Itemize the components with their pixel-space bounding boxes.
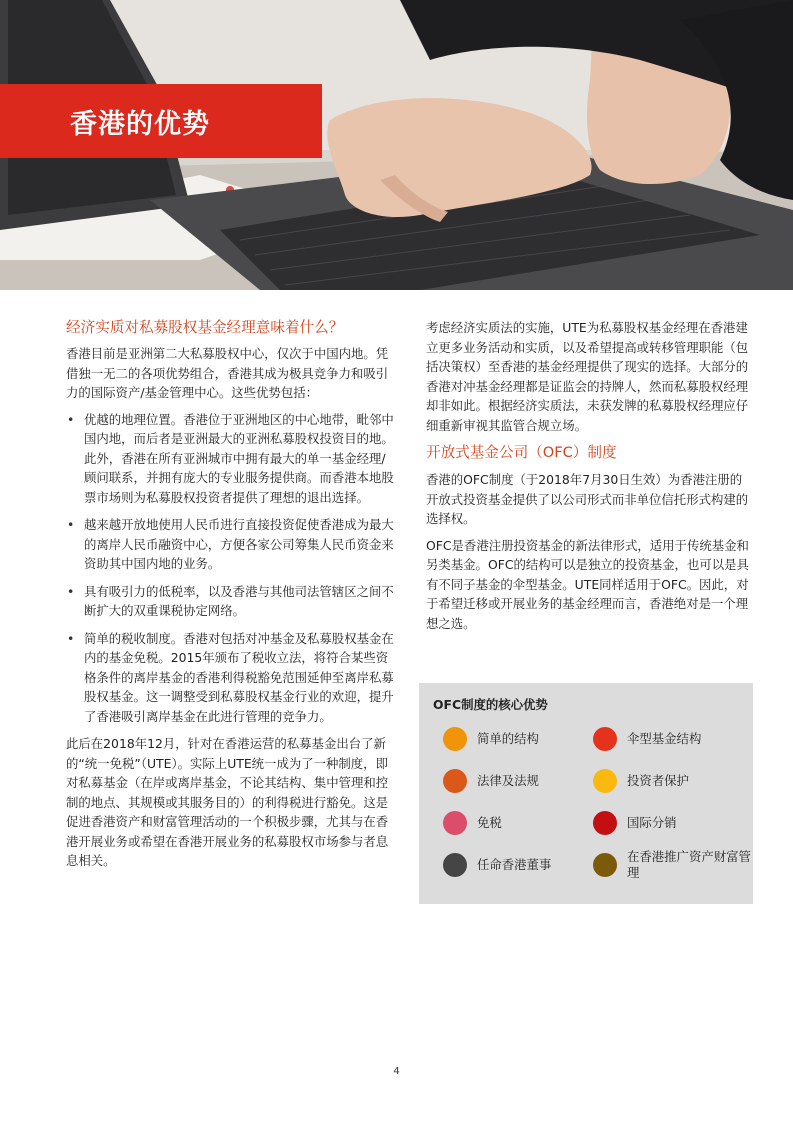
ofc-item (443, 809, 583, 837)
economic-substance-paragraph: 考虑经济实质法的实施，UTE为私募股权基金经理在香港建立更多业务活动和实质，以及希望提高或转移管理职能（包括决策权）至香港的基金经理提供了现实的选择。大部分的香港对冲基金经理都是证监会的持牌人，然而私募股权经理却非如此。根据经济实质法，未获发牌的私募股权经理应仔细重新审视其监管合规立场。 (426, 320, 749, 433)
left-column (66, 318, 396, 878)
dark-orange-dot-icon (443, 769, 467, 793)
ofc-advantages-box (419, 683, 753, 904)
ofc-item (443, 725, 583, 753)
ofc-item (443, 851, 583, 879)
pink-dot-icon (443, 811, 467, 835)
ofc-item-label: 投资者保护 (627, 773, 689, 788)
list-item: • 具有吸引力的低税率，以及香港与其他司法管辖区之间不断扩大的双重课税协定网络。 (66, 582, 396, 621)
ofc-item-label: 任命香港董事 (477, 857, 552, 872)
yellow-dot-icon (593, 769, 617, 793)
ofc-item (443, 767, 583, 795)
page-number: 4 (393, 1066, 400, 1077)
ofc-advantages-grid (433, 725, 751, 880)
brown-dot-icon (593, 853, 617, 877)
ofc-item-label: 简单的结构 (477, 731, 539, 746)
ofc-item-label: 国际分销 (627, 815, 677, 830)
ofc-item (593, 725, 763, 753)
section-heading-economic-substance: 经济实质对私募股权基金经理意味着什么？ (66, 319, 344, 336)
ofc-item (593, 767, 763, 795)
ute-paragraph: 此后在2018年12月，针对在香港运营的私募基金出台了新的“统一免税”（UTE）。实际上UTE统一成为了一种制度，即对私募基金（在岸或离岸基金，不论其结构、集中管理和控制的地点、其规模或其服务目的）的利得税进行豁免。这是促进香港资产和财富管理活动的一个积极步骤，尤其与在香港开展业务或希望在香港开展业务的私募股权市场参与者息息相关。 (66, 736, 389, 868)
section-heading-ofc: 开放式基金公司（OFC）制度 (426, 444, 617, 461)
title-band (0, 84, 322, 158)
advantages-list (66, 410, 396, 727)
ofc-item (593, 809, 763, 837)
ofc-item-label: 伞型基金结构 (627, 731, 702, 746)
ofc-intro-paragraph: 香港的OFC制度（于2018年7月30日生效）为香港注册的开放式投资基金提供了以公司形式而非单位信托形式构建的选择权。 (426, 472, 749, 526)
list-item: • 优越的地理位置。香港位于亚洲地区的中心地带，毗邻中国内地，而后者是亚洲最大的亚洲私募股权投资目的地。此外，香港在所有亚洲城市中拥有最大的单一基金经理/顾问联系，并拥有庞大的专业服务提供商。而香港本地股票市场则为私募股权投资者提供了理想的退出选择。 (66, 410, 396, 508)
red-dot-icon (593, 727, 617, 751)
hero-photo (0, 0, 793, 290)
ofc-item (593, 851, 763, 879)
ofc-item-label: 法律及法规 (477, 773, 539, 788)
ofc-detail-paragraph: OFC是香港注册投资基金的新法律形式，适用于传统基金和另类基金。OFC的结构可以是独立的投资基金，也可以是具有不同子基金的伞型基金。UTE同样适用于OFC。因此，对于希望迁移或开展业务的基金经理而言，香港绝对是一个理想之选。 (426, 537, 749, 631)
page-title: 香港的优势 (70, 108, 210, 140)
intro-paragraph: 香港目前是亚洲第二大私募股权中心，仅次于中国内地。凭借独一无二的各项优势组合，香港其成为极具竞争力和吸引力的国际资产/基金管理中心。这些优势包括： (66, 346, 389, 400)
orange-dot-icon (443, 727, 467, 751)
ofc-item-label: 在香港推广资产财富管理 (627, 849, 751, 880)
list-item: • 越来越开放地使用人民币进行直接投资促使香港成为最大的离岸人民币融资中心，方便各家公司筹集人民币资金来资助其中国内地的业务。 (66, 515, 396, 574)
right-column (426, 318, 750, 640)
list-item: • 简单的税收制度。香港对包括对冲基金及私募股权基金在内的基金免税。2015年颁布了税收立法，将符合某些资格条件的离岸基金的香港利得税豁免范围延伸至离岸私募股权基金。这一调整受到私募股权基金行业的欢迎，提升了香港吸引离岸基金在此进行管理的竞争力。 (66, 629, 396, 727)
dark-red-dot-icon (593, 811, 617, 835)
gray-dot-icon (443, 853, 467, 877)
ofc-box-title: OFC制度的核心优势 (433, 697, 548, 712)
ofc-item-label: 免税 (477, 815, 502, 830)
